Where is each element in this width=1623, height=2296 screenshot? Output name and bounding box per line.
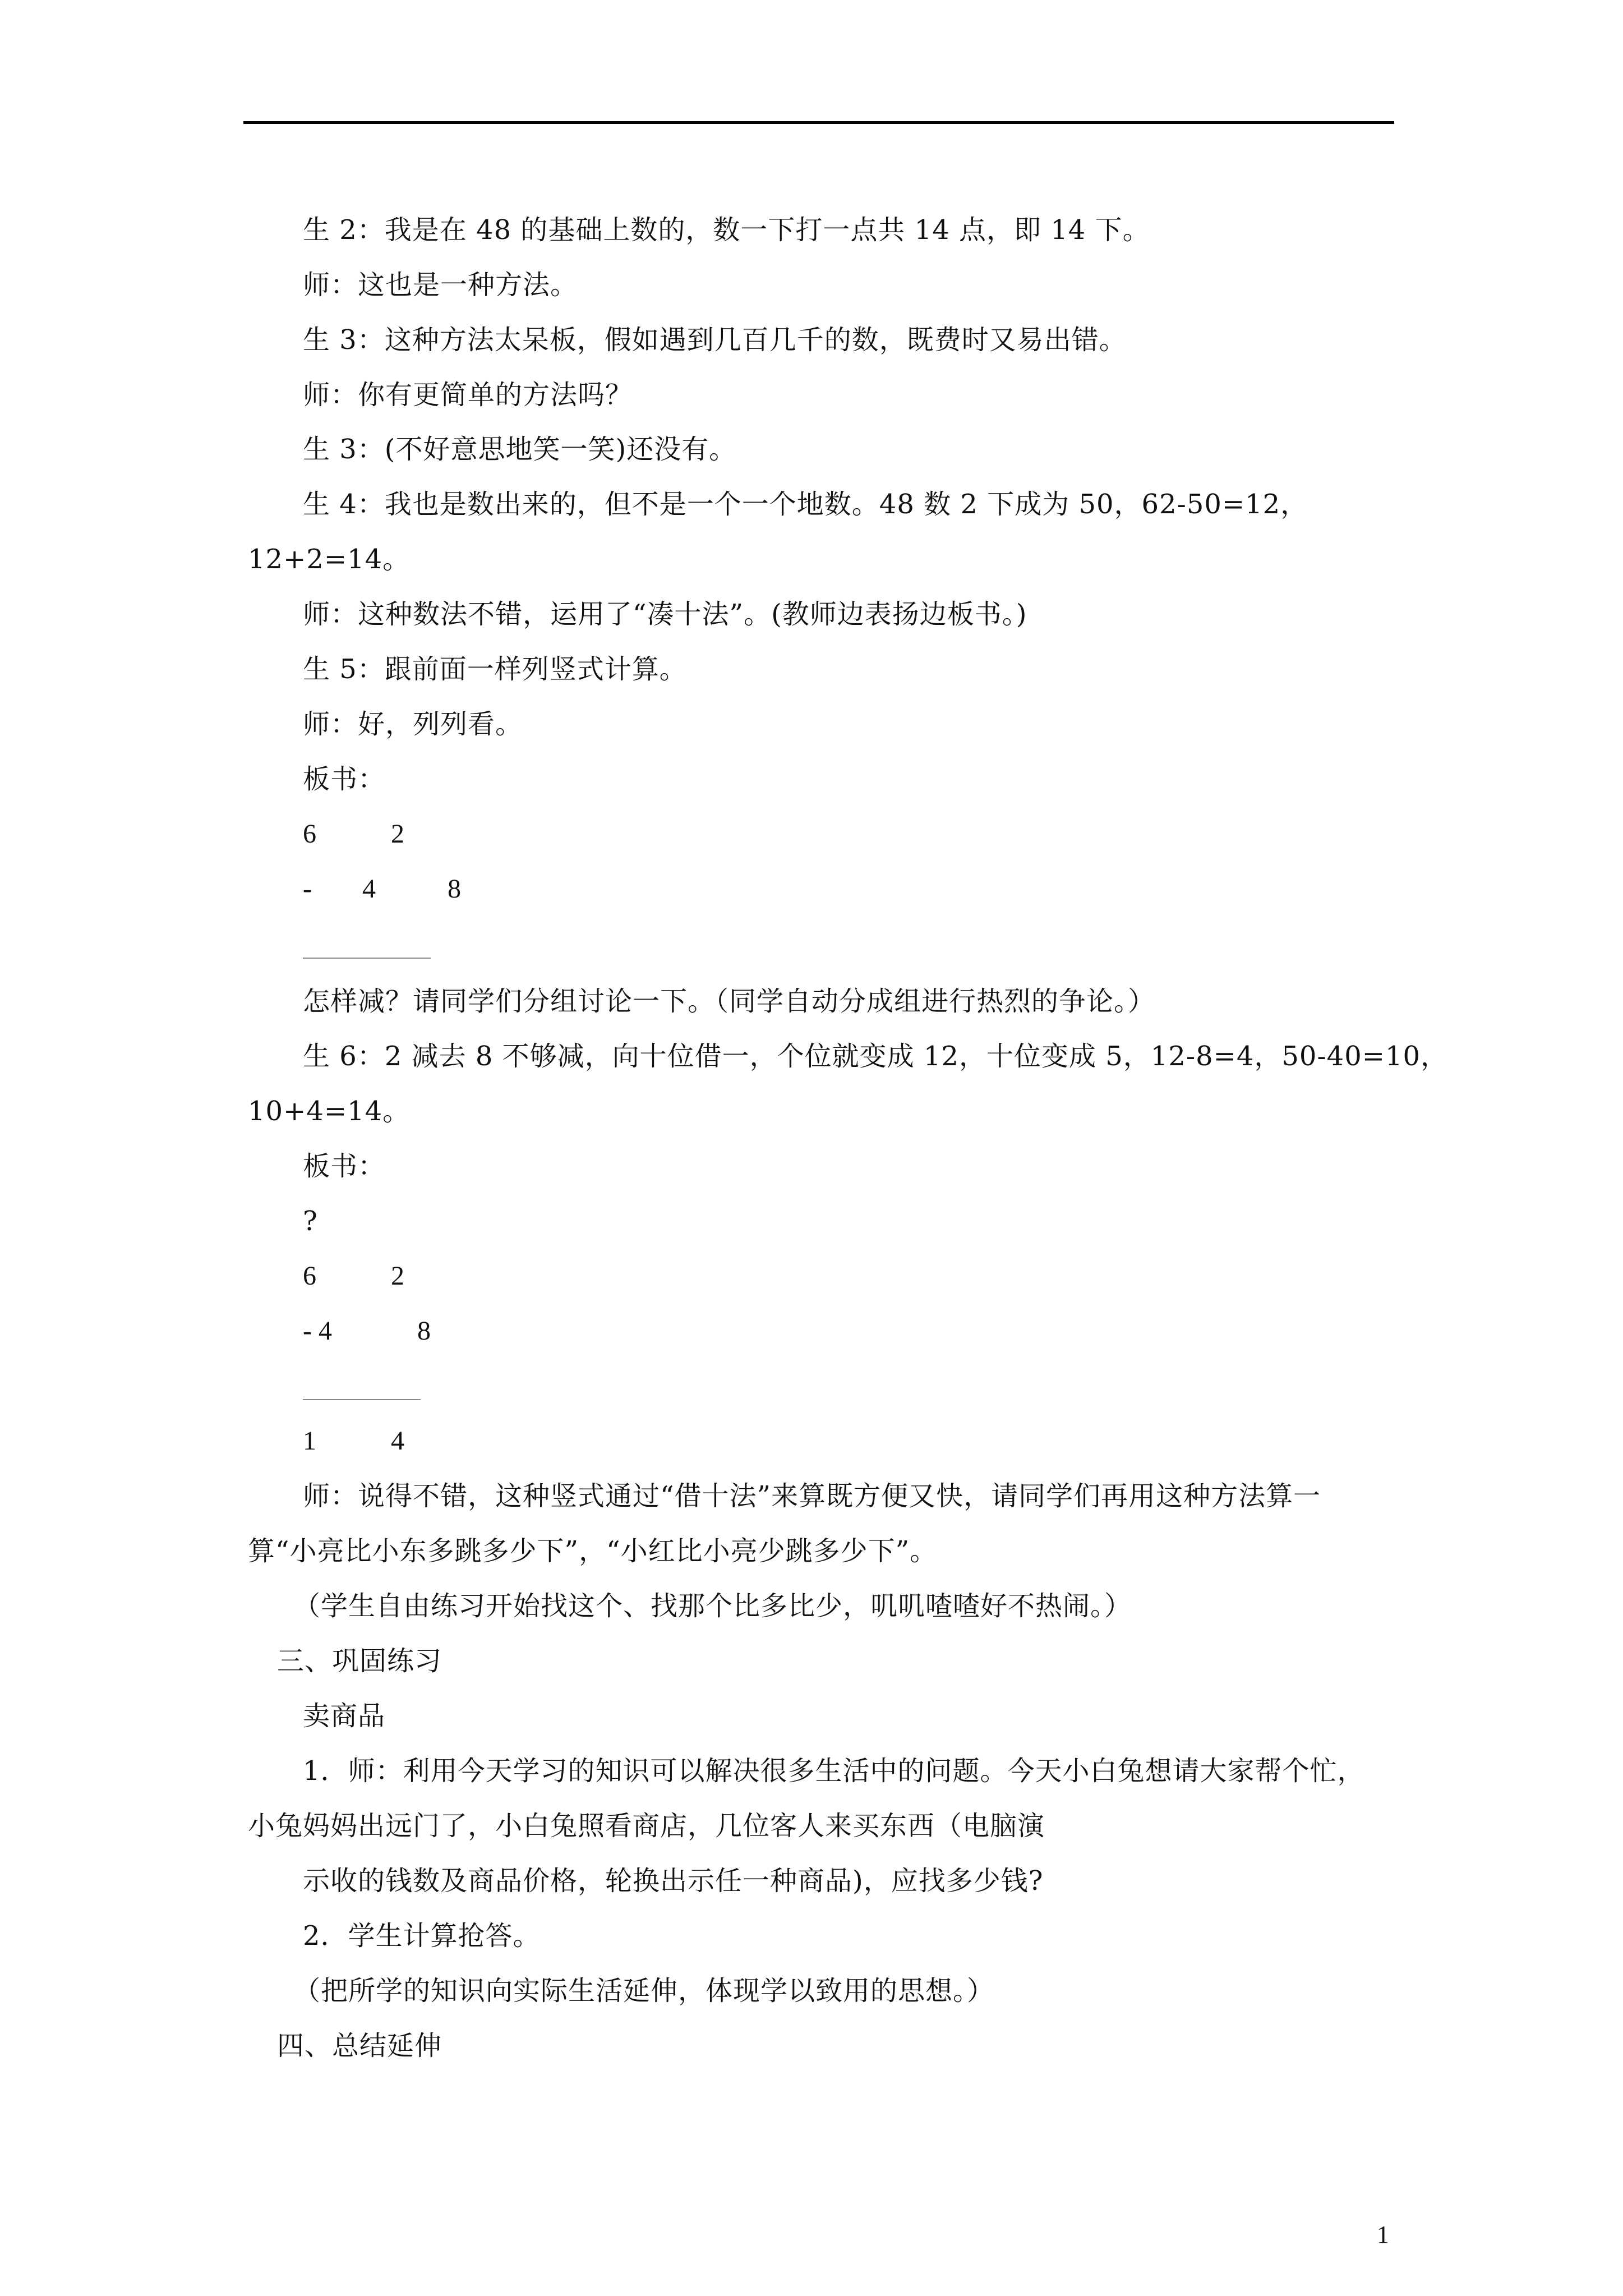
text-line: 小兔妈妈出远门了，小白兔照看商店，几位客人来买东西（电脑演 bbox=[248, 1810, 1045, 1842]
calc1-underline bbox=[303, 958, 431, 959]
text-line: 师：这种数法不错，运用了“凑十法”。(教师边表扬边板书。) bbox=[303, 599, 1027, 630]
text-line: 1．师：利用今天学习的知识可以解决很多生活中的问题。今天小白兔想请大家帮个忙， bbox=[303, 1755, 1365, 1787]
text-line: 师：这也是一种方法。 bbox=[303, 269, 578, 301]
calc2-top-tens: 6 bbox=[303, 1261, 316, 1291]
calc2-bottom-ones: 8 bbox=[417, 1316, 431, 1346]
calc2-underline bbox=[303, 1399, 421, 1400]
text-line: 算“小亮比小东多跳多少下”，“小红比小亮少跳多少下”。 bbox=[248, 1535, 938, 1567]
text-line: 师：你有更简单的方法吗？ bbox=[303, 379, 633, 411]
text-line: 师：好，列列看。 bbox=[303, 708, 523, 740]
text-line: 生 3：(不好意思地笑一笑)还没有。 bbox=[303, 434, 737, 465]
text-line: 2．学生计算抢答。 bbox=[303, 1920, 541, 1952]
text-line: （学生自由练习开始找这个、找那个比多比少，叽叽喳喳好不热闹。） bbox=[293, 1590, 1132, 1622]
text-line: 12+2=14。 bbox=[248, 544, 411, 575]
text-line: 生 2：我是在 48 的基础上数的，数一下打一点共 14 点，即 14 下。 bbox=[303, 214, 1150, 246]
text-line: 生 3：这种方法太呆板，假如遇到几百几千的数，既费时又易出错。 bbox=[303, 324, 1127, 356]
text-line: 卖商品 bbox=[303, 1700, 386, 1732]
calc2-minus-tens: - 4 bbox=[303, 1316, 332, 1346]
text-line: ? bbox=[303, 1205, 318, 1237]
header-rule bbox=[243, 121, 1394, 124]
text-line: （把所学的知识向实际生活延伸，体现学以致用的思想。） bbox=[293, 1975, 995, 2007]
page-number: 1 bbox=[1377, 2221, 1389, 2248]
text-line: 生 6：2 减去 8 不够减，向十位借一，个位就变成 12，十位变成 5，12-8=4，50-40=10， bbox=[303, 1041, 1449, 1072]
section-heading: 四、总结延伸 bbox=[277, 2030, 442, 2062]
text-line: 板书： bbox=[303, 1151, 386, 1182]
calc1-bottom-ones: 8 bbox=[448, 874, 461, 904]
calc1-top-ones: 2 bbox=[391, 819, 404, 849]
calc2-top-ones: 2 bbox=[391, 1261, 404, 1291]
calc2-result-tens: 1 bbox=[303, 1426, 316, 1456]
text-line: 怎样减？请同学们分组讨论一下。（同学自动分成组进行热烈的争论。） bbox=[303, 986, 1156, 1017]
section-heading: 三、巩固练习 bbox=[277, 1645, 442, 1677]
text-line: 板书： bbox=[303, 763, 386, 795]
text-line: 生 5：跟前面一样列竖式计算。 bbox=[303, 654, 687, 685]
calc1-bottom-tens: 4 bbox=[362, 874, 376, 904]
calc2-result-ones: 4 bbox=[391, 1426, 404, 1456]
text-line: 生 4：我也是数出来的，但不是一个一个地数。48 数 2 下成为 50，62-50=12， bbox=[303, 489, 1308, 520]
calc1-top-tens: 6 bbox=[303, 819, 316, 849]
text-line: 10+4=14。 bbox=[248, 1096, 411, 1127]
calc1-minus-sign: - bbox=[303, 874, 312, 904]
text-line: 示收的钱数及商品价格，轮换出示任一种商品)，应找多少钱? bbox=[303, 1865, 1044, 1897]
text-line: 师：说得不错，这种竖式通过“借十法”来算既方便又快，请同学们再用这种方法算一 bbox=[303, 1480, 1321, 1512]
